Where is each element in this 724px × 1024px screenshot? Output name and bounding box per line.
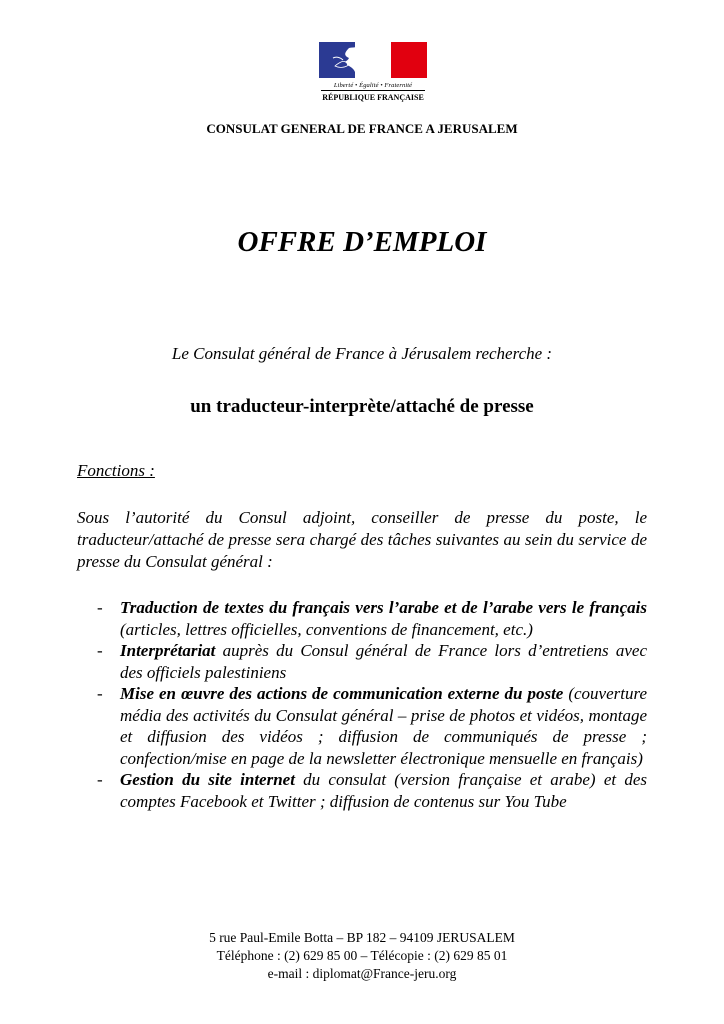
duty-detail: auprès du Consul général de France lors d’entretiens avec des officiels palestiniens: [120, 641, 647, 682]
duty-detail: (articles, lettres officielles, conventions de financement, etc.): [120, 619, 533, 639]
intro-text: Le Consulat général de France à Jérusalem recherche :: [171, 344, 553, 363]
marianne-flag-icon: [319, 42, 427, 78]
duty-bold: Traduction de textes du français vers l’arabe et de l’arabe vers le français: [120, 598, 647, 617]
footer: [0, 929, 724, 983]
duty-detail: du consulat (version française et arabe) et des comptes Facebook et Twitter ; diffusion de contenus sur You Tube: [120, 770, 648, 811]
fonctions-paragraph: Sous l’autorité du Consul adjoint, conseiller de presse du poste, le traducteur/attaché de presse sera chargé des tâches suivantes au sein du service de presse du Consulat général :: [77, 508, 647, 571]
bullet-dash: -: [97, 598, 103, 617]
bullet-dash: -: [97, 684, 103, 703]
fonctions-heading: Fonctions :: [77, 461, 155, 480]
consulate-name: CONSULAT GENERAL DE FRANCE A JERUSALEM: [206, 121, 518, 136]
duty-bold: Interprétariat: [120, 641, 216, 660]
logo-motto: Liberté • Égalité • Fraternité: [333, 82, 413, 89]
footer-email: e-mail : diplomat@France-jeru.org: [267, 966, 457, 981]
duty-detail: (couverture média des activités du Consulat général – prise de photos et vidéos, montage et diffusion des vidéos ; diffusion de communiqués de presse ; confection/mise en page de la newsletter électronique mensuelle en français): [120, 684, 648, 768]
duties-list: [97, 597, 647, 812]
logo-republique-francaise: RÉPUBLIQUE FRANÇAISE: [321, 90, 425, 102]
duty-item: [97, 597, 647, 640]
bullet-dash: -: [97, 641, 103, 660]
bullet-dash: -: [97, 770, 103, 789]
duty-item: [97, 769, 647, 812]
position-title: un traducteur-interprète/attaché de presse: [190, 396, 534, 417]
duty-item: [97, 683, 647, 769]
footer-address: 5 rue Paul-Emile Botta – BP 182 – 94109 JERUSALEM: [209, 930, 515, 945]
duty-bold: Gestion du site internet: [120, 770, 295, 789]
footer-phone: Téléphone : (2) 629 85 00 – Télécopie : (2) 629 85 01: [216, 948, 508, 963]
republique-francaise-logo: [319, 42, 427, 102]
duty-item: [97, 640, 647, 683]
duty-bold: Mise en œuvre des actions de communication externe du poste: [120, 684, 564, 703]
document-title: OFFRE D’EMPLOI: [237, 226, 487, 258]
